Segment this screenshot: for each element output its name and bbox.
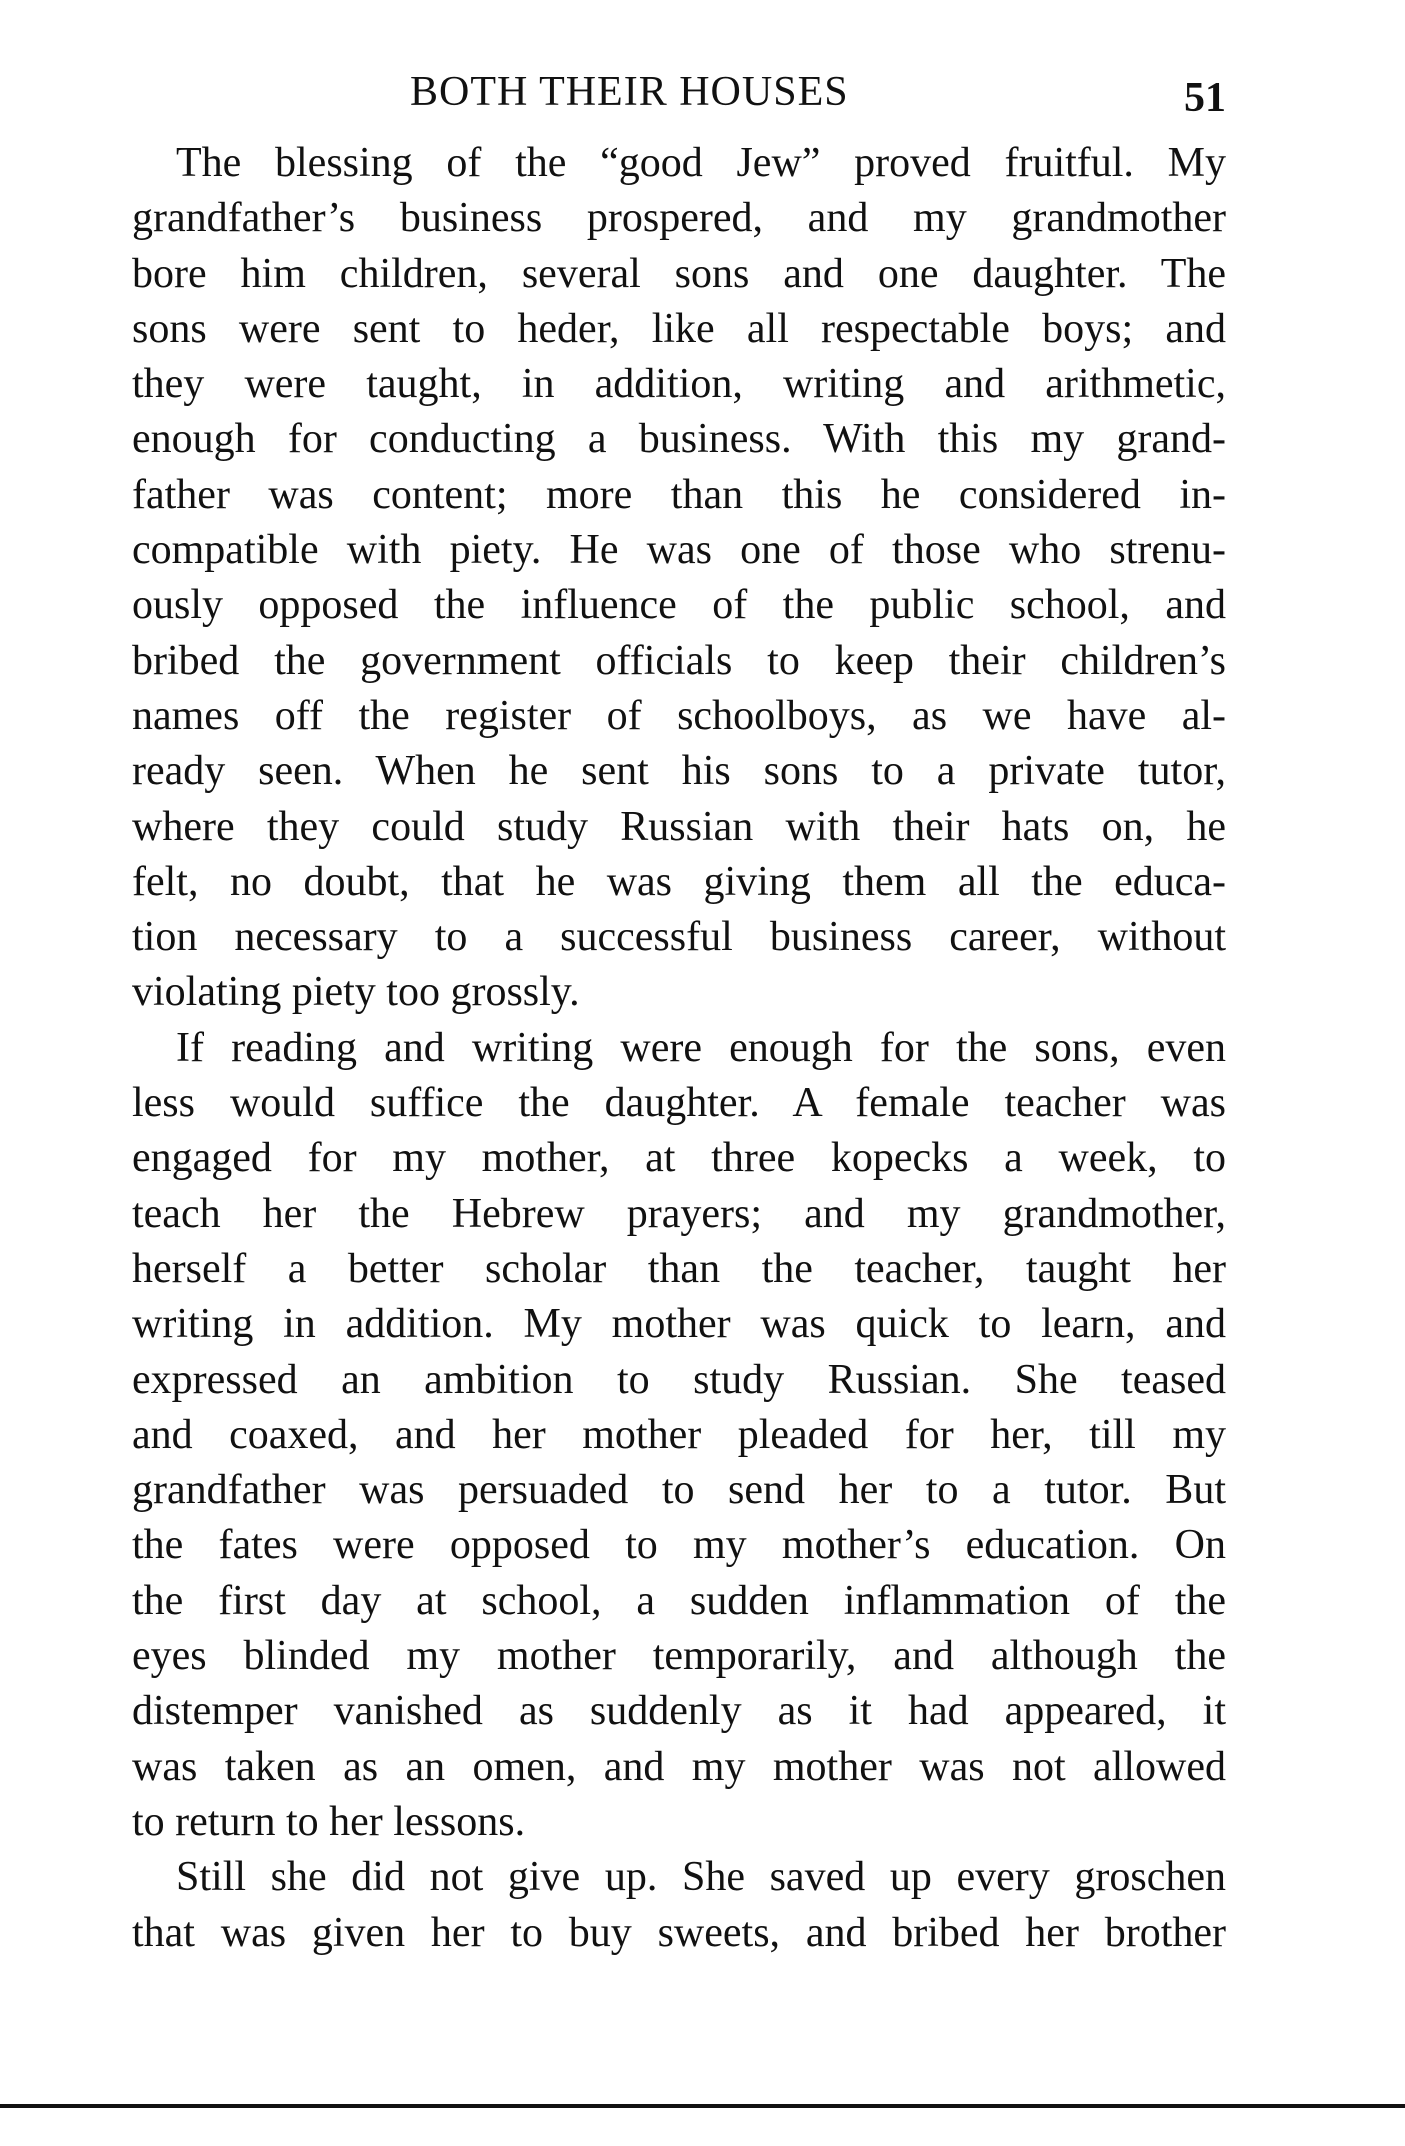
text-line: father was content; more than this he considered in- bbox=[132, 471, 1226, 518]
text-line: compatible with piety. He was one of those who strenu- bbox=[132, 527, 1226, 574]
text-line: The blessing of the “good Jew” proved fruitful. My bbox=[176, 140, 1226, 186]
paragraph-3 bbox=[132, 1850, 1226, 1961]
paragraph-2 bbox=[132, 1021, 1226, 1850]
text-line: bore him children, several sons and one daughter. The bbox=[132, 250, 1226, 297]
text-line: grandfather’s business prospered, and my grandmother bbox=[132, 195, 1226, 242]
text-line: the first day at school, a sudden inflammation of the bbox=[132, 1577, 1226, 1624]
text-line: bribed the government officials to keep their children’s bbox=[132, 637, 1226, 684]
text-line: writing in addition. My mother was quick to learn, and bbox=[132, 1301, 1226, 1348]
text-line: teach her the Hebrew prayers; and my grandmother, bbox=[132, 1190, 1226, 1237]
text-line: to return to her lessons. bbox=[132, 1798, 526, 1845]
running-head bbox=[0, 62, 1405, 122]
text-line: grandfather was persuaded to send her to a tutor. But bbox=[132, 1467, 1226, 1514]
text-line: where they could study Russian with their hats on, he bbox=[132, 803, 1226, 850]
text-line: enough for conducting a business. With this my grand- bbox=[132, 416, 1226, 463]
text-line: that was given her to buy sweets, and bribed her brother bbox=[132, 1909, 1226, 1956]
text-line: If reading and writing were enough for the sons, even bbox=[176, 1024, 1226, 1071]
text-line: the fates were opposed to my mother’s education. On bbox=[132, 1522, 1226, 1569]
text-line: was taken as an omen, and my mother was not allowed bbox=[132, 1743, 1226, 1790]
text-line: less would suffice the daughter. A female teacher was bbox=[132, 1080, 1226, 1127]
text-line: sons were sent to heder, like all respectable boys; and bbox=[132, 305, 1226, 352]
text-line: ready seen. When he sent his sons to a private tutor, bbox=[132, 748, 1226, 795]
text-line: violating piety too grossly. bbox=[132, 969, 580, 1016]
text-line: names off the register of schoolboys, as we have al- bbox=[132, 692, 1226, 739]
text-line: they were taught, in addition, writing and arithmetic, bbox=[132, 361, 1226, 408]
text-line: engaged for my mother, at three kopecks a week, to bbox=[132, 1135, 1226, 1182]
text-line: distemper vanished as suddenly as it had appeared, it bbox=[132, 1688, 1226, 1735]
text-line: and coaxed, and her mother pleaded for her, till my bbox=[132, 1411, 1226, 1458]
text-line: Still she did not give up. She saved up every groschen bbox=[176, 1854, 1226, 1901]
text-line: expressed an ambition to study Russian. She teased bbox=[132, 1356, 1226, 1403]
page-number: 51 bbox=[1184, 75, 1226, 121]
text-line: tion necessary to a successful business career, without bbox=[132, 914, 1226, 961]
text-line: eyes blinded my mother temporarily, and although the bbox=[132, 1633, 1226, 1680]
body-text bbox=[132, 136, 1226, 1961]
paragraph-1 bbox=[132, 136, 1226, 1021]
text-line: herself a better scholar than the teacher, taught her bbox=[132, 1245, 1226, 1292]
running-title: BOTH THEIR HOUSES bbox=[410, 69, 849, 115]
text-line: ously opposed the influence of the public school, and bbox=[132, 582, 1226, 629]
footer-rule bbox=[0, 2104, 1405, 2108]
text-line: felt, no doubt, that he was giving them all the educa- bbox=[132, 858, 1226, 905]
